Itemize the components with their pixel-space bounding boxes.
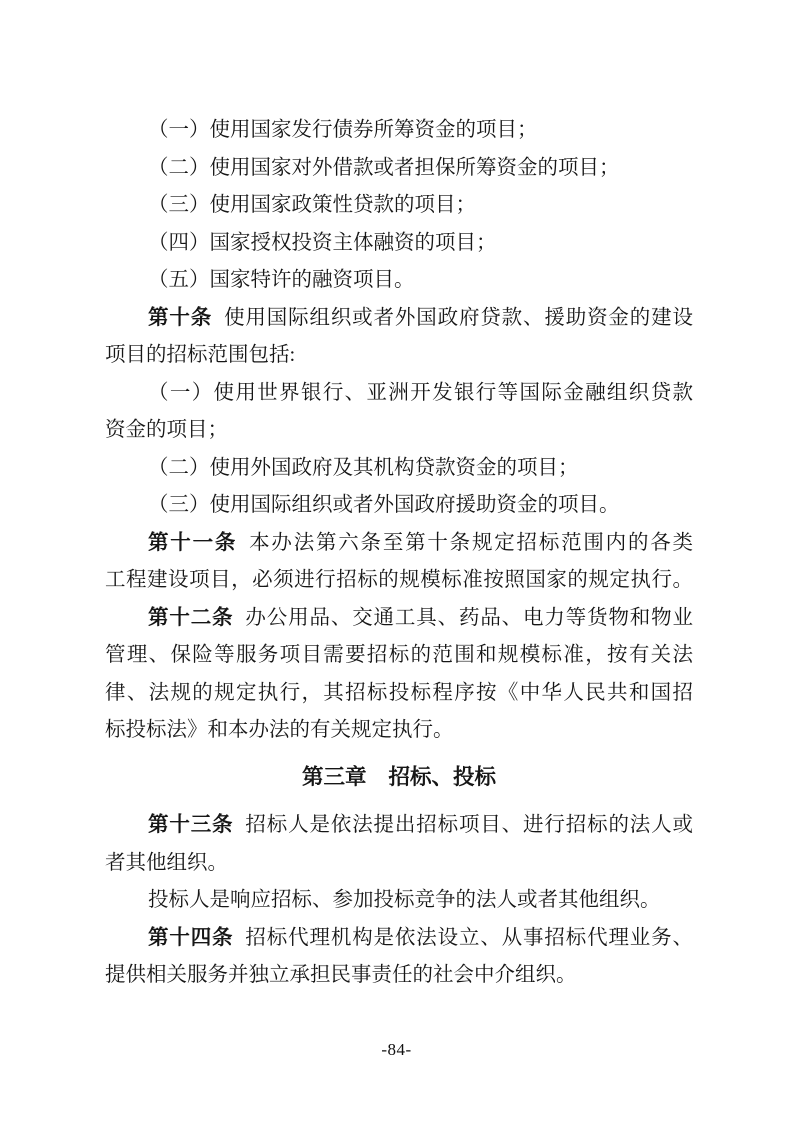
line-text: 招标、投标 bbox=[388, 764, 497, 789]
text-line bbox=[105, 412, 693, 450]
text-line bbox=[105, 112, 693, 150]
line-text: 招标人是依法提出招标项目、进行招标的法人或 bbox=[245, 814, 693, 836]
line-text: （一）使用世界银行、亚洲开发银行等国际金融组织贷款 bbox=[148, 381, 693, 404]
document-body bbox=[105, 112, 693, 995]
line-text: 管理、保险等服务项目需要招标的范围和规模标准，按有关法 bbox=[105, 644, 693, 666]
chapter-heading bbox=[105, 759, 693, 797]
line-text: （二）使用国家对外借款或者担保所筹资金的项目； bbox=[148, 156, 620, 179]
line-text: 律、法规的规定执行，其招标投标程序按《中华人民共和国招 bbox=[105, 681, 693, 704]
line-text: 办公用品、交通工具、药品、电力等货物和物业 bbox=[245, 606, 693, 629]
text-line bbox=[105, 525, 693, 563]
article-number: 第十一条 bbox=[148, 531, 238, 554]
line-text: （三）使用国际组织或者外国政府援助资金的项目。 bbox=[148, 494, 620, 516]
text-line bbox=[105, 920, 693, 958]
chapter-number: 第三章 bbox=[301, 764, 367, 789]
text-line bbox=[105, 150, 693, 188]
line-text: 投标人是响应招标、参加投标竞争的法人或者其他组织。 bbox=[148, 889, 661, 911]
text-line bbox=[105, 225, 693, 263]
text-line bbox=[105, 712, 693, 750]
text-line bbox=[105, 637, 693, 675]
text-line bbox=[105, 957, 693, 995]
line-text: 项目的招标范围包括: bbox=[105, 344, 296, 366]
line-text: （一）使用国家发行债券所筹资金的项目； bbox=[148, 119, 538, 141]
article-number: 第十四条 bbox=[148, 926, 234, 949]
text-line bbox=[105, 187, 693, 225]
line-text: 提供相关服务并独立承担民事责任的社会中介组织。 bbox=[105, 964, 577, 986]
line-text: 标投标法》和本办法的有关规定执行。 bbox=[105, 719, 454, 741]
article-number: 第十二条 bbox=[148, 606, 234, 629]
line-text: 本办法第六条至第十条规定招标范围内的各类 bbox=[249, 531, 693, 554]
text-line bbox=[105, 262, 693, 300]
line-text: 工程建设项目，必须进行招标的规模标准按照国家的规定执行。 bbox=[105, 569, 693, 591]
text-line bbox=[105, 845, 693, 883]
line-text: （三）使用国家政策性贷款的项目； bbox=[148, 194, 476, 216]
text-line bbox=[105, 337, 693, 375]
line-text: （五）国家特许的融资项目。 bbox=[148, 269, 415, 291]
line-text: 招标代理机构是依法设立、从事招标代理业务、 bbox=[245, 926, 693, 949]
line-text: 使用国际组织或者外国政府贷款、援助资金的建设 bbox=[224, 306, 693, 329]
text-line bbox=[105, 562, 693, 600]
line-text: 者其他组织。 bbox=[105, 851, 228, 874]
text-line bbox=[105, 375, 693, 413]
text-line bbox=[105, 600, 693, 638]
line-text: （二）使用外国政府及其机构贷款资金的项目； bbox=[148, 456, 579, 479]
article-number: 第十条 bbox=[148, 306, 213, 329]
text-line bbox=[105, 300, 693, 338]
text-line bbox=[105, 882, 693, 920]
line-text: 资金的项目； bbox=[105, 419, 228, 441]
text-line bbox=[105, 487, 693, 525]
text-line bbox=[105, 450, 693, 488]
article-number: 第十三条 bbox=[148, 814, 234, 836]
text-line bbox=[105, 807, 693, 845]
page-number: -84- bbox=[381, 1040, 412, 1059]
text-line bbox=[105, 675, 693, 713]
line-text: （四）国家授权投资主体融资的项目； bbox=[148, 231, 497, 254]
